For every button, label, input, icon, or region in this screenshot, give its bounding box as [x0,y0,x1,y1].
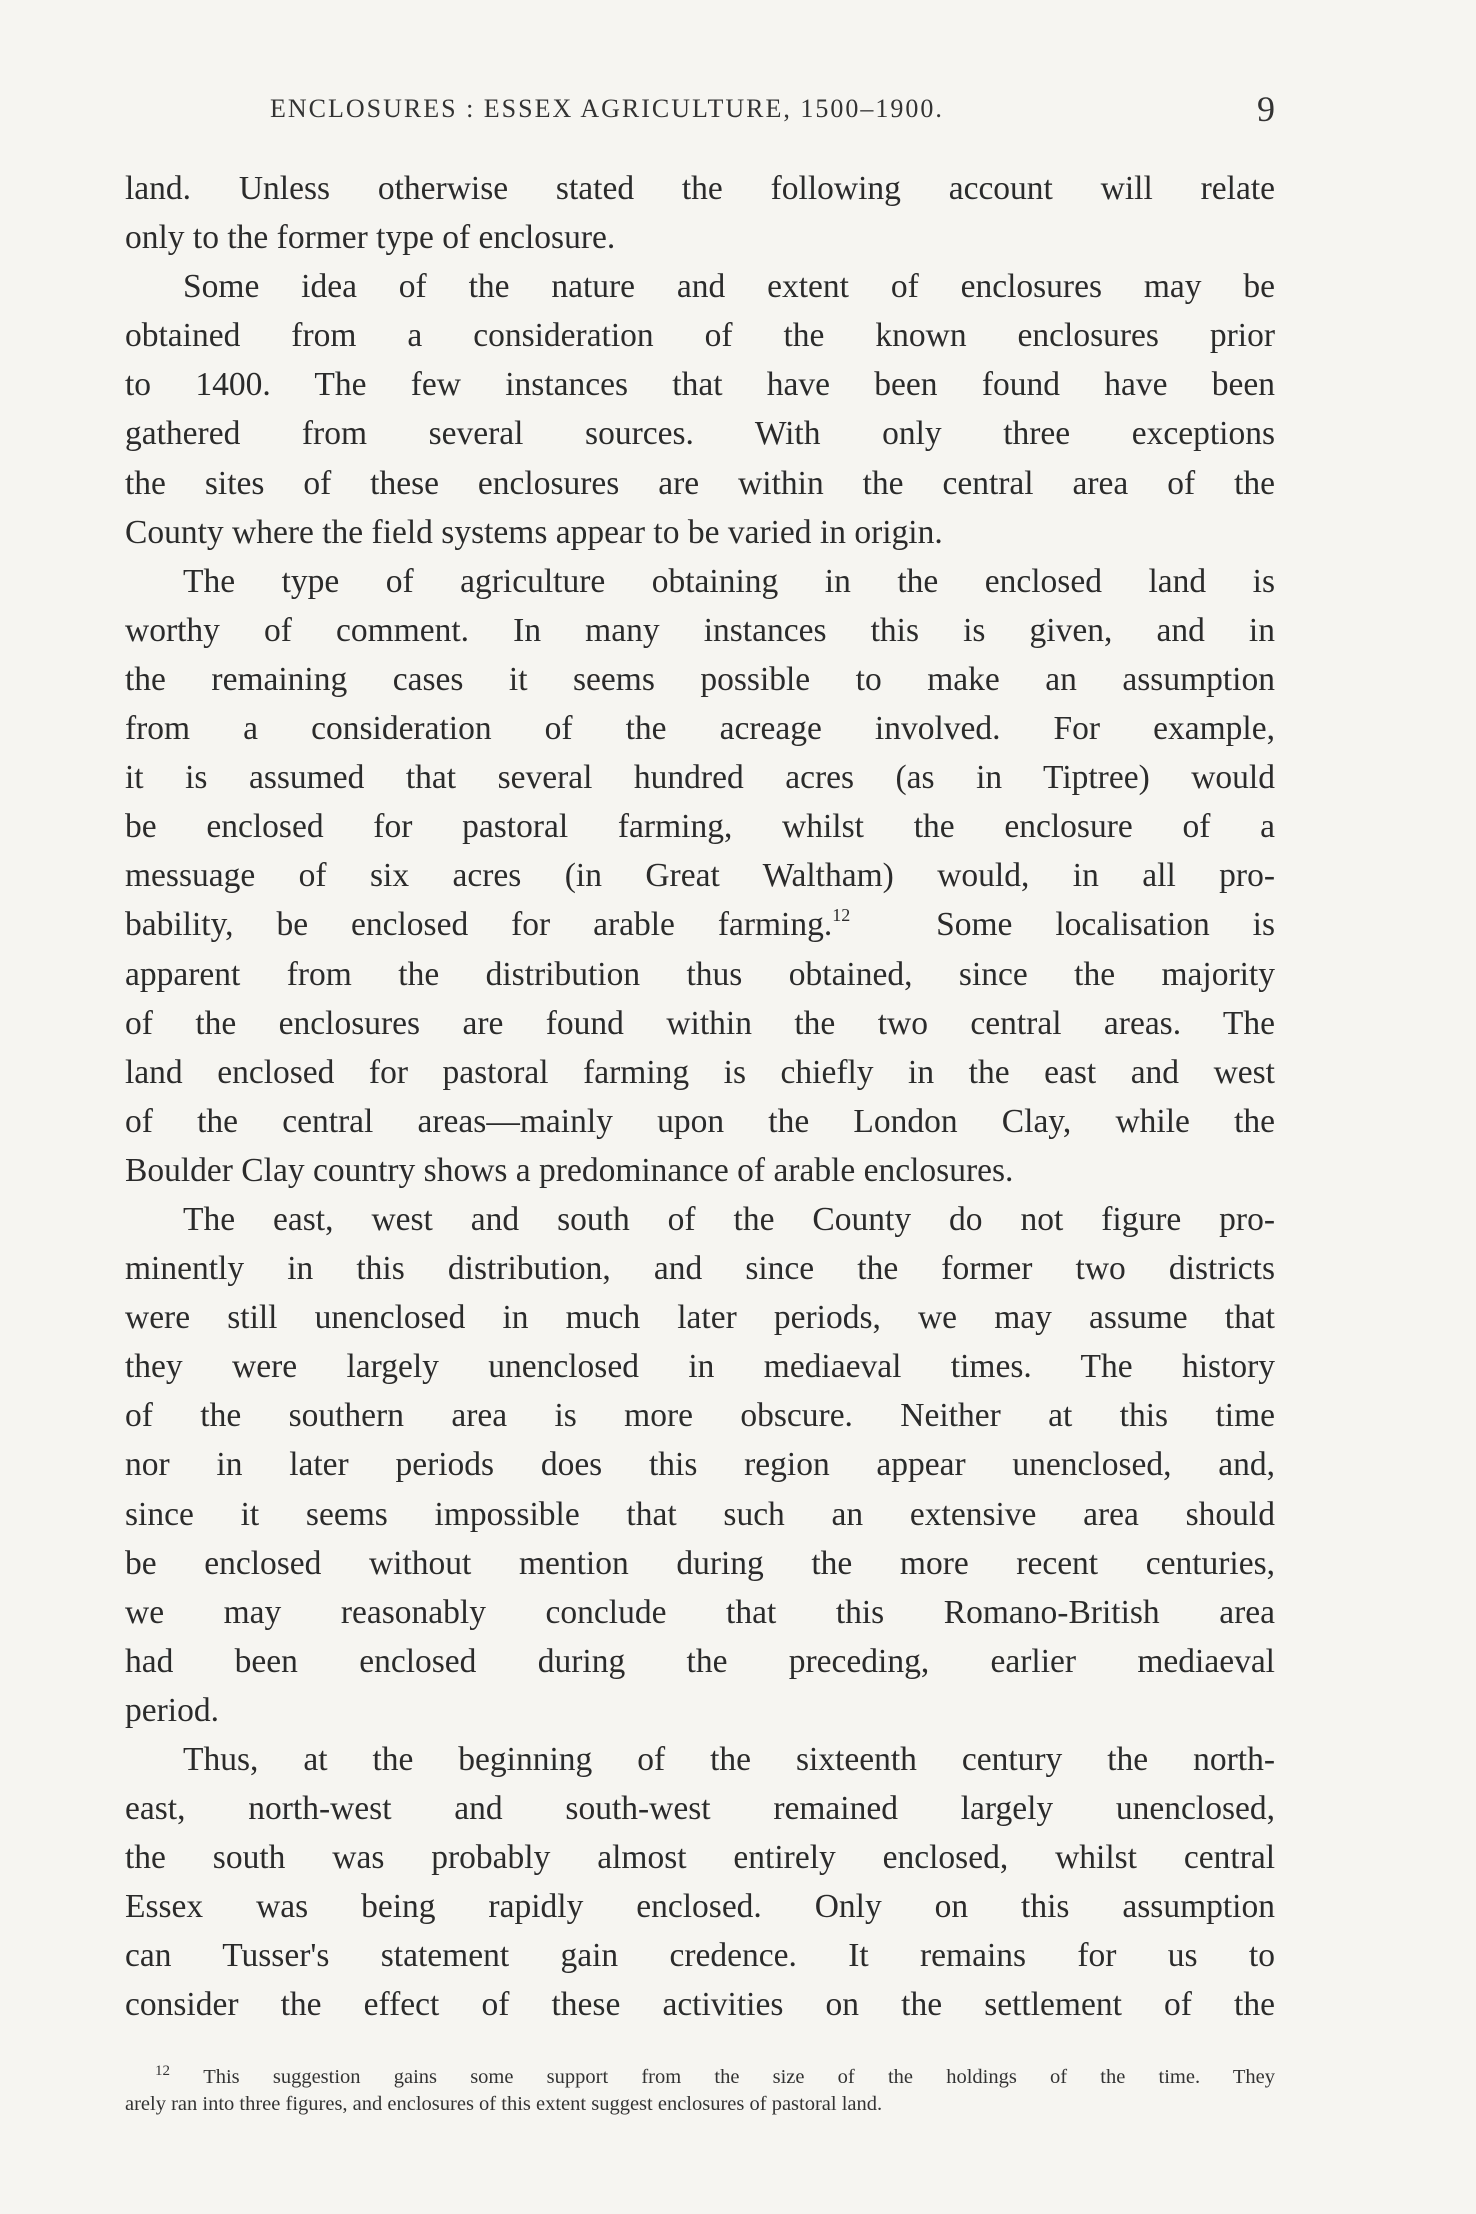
page-number: 9 [1257,89,1275,129]
text-line: Essex was being rapidly enclosed. Only on this assumption [125,1888,1275,1926]
text-line: it is assumed that several hundred acres (as in Tiptree) would [125,759,1275,797]
text-line: had been enclosed during the preceding, earlier mediaeval [125,1642,1275,1680]
text-line: the sites of these enclosures are within the central area of the [125,464,1275,502]
text-line: to 1400. The few instances that have been found have been [125,366,1275,404]
text-line: minently in this distribution, and since the former two districts [125,1250,1275,1288]
text-segment: bability, be enclosed for arable farming. [125,906,833,944]
text-line: nor in later periods does this region appear unenclosed, and, [125,1446,1275,1484]
footnote-reference: 12 [832,905,851,926]
text-line: the south was probably almost entirely enclosed, whilst central [125,1839,1275,1877]
text-line: be enclosed without mention during the more recent centuries, [125,1544,1275,1582]
text-line: messuage of six acres (in Great Waltham) would, in all pro- [125,857,1275,895]
running-title: ENCLOSURES : ESSEX AGRICULTURE, 1500–1900. [270,94,944,123]
text-line: we may reasonably conclude that this Romano-British area [125,1593,1275,1631]
text-line: gathered from several sources. With only three exceptions [125,415,1275,453]
text-line-with-footnote-ref [125,900,1275,949]
text-line: can Tusser's statement gain credence. It remains for us to [125,1937,1275,1975]
text-line: be enclosed for pastoral farming, whilst the enclosure of a [125,808,1275,846]
text-line: obtained from a consideration of the known enclosures prior [125,317,1275,355]
paragraph-first-line: The east, west and south of the County do not figure pro- [183,1200,1275,1238]
text-line: consider the effect of these activities on the settlement of the [125,1986,1275,2024]
text-segment: Some localisation is [936,906,1276,944]
running-head [125,88,1275,138]
footnote-number: 12 [155,2063,170,2079]
text-line: they were largely unenclosed in mediaeval times. The history [125,1348,1275,1386]
text-line: of the southern area is more obscure. Neither at this time [125,1397,1275,1435]
paragraph-first-line: Some idea of the nature and extent of enclosures may be [183,268,1275,306]
text-line: land enclosed for pastoral farming is chiefly in the east and west [125,1053,1275,1091]
paragraph-first-line: Thus, at the beginning of the sixteenth century the north- [183,1741,1275,1778]
text-line: apparent from the distribution thus obtained, since the majority [125,955,1275,993]
text-line: land. Unless otherwise stated the following account will relate [125,170,1275,207]
footnote-line [125,2064,1275,2091]
footnote-text: This suggestion gains some support from the size of the holdings of the time. They [203,2066,1276,2088]
footnote-line: arely ran into three figures, and enclosures of this extent suggest enclosures of pastoral land. [125,2093,883,2115]
text-line: County where the field systems appear to be varied in origin. [125,513,943,551]
footnotes [125,2064,1275,2118]
text-line: worthy of comment. In many instances this is given, and in [125,611,1275,649]
text-line: period. [125,1691,219,1729]
text-line: Boulder Clay country shows a predominance of arable enclosures. [125,1151,1014,1189]
text-line: were still unenclosed in much later periods, we may assume that [125,1299,1275,1337]
text-line: of the enclosures are found within the two central areas. The [125,1004,1275,1042]
paragraph-first-line: The type of agriculture obtaining in the enclosed land is [183,562,1275,600]
text-line: from a consideration of the acreage involved. For example, [125,710,1275,748]
text-line: east, north-west and south-west remained largely unenclosed, [125,1790,1275,1828]
text-line: of the central areas—mainly upon the London Clay, while the [125,1102,1275,1140]
body-text [125,164,1275,2030]
text-line: since it seems impossible that such an extensive area should [125,1495,1275,1533]
text-line: the remaining cases it seems possible to make an assumption [125,660,1275,698]
text-line: only to the former type of enclosure. [125,219,616,257]
